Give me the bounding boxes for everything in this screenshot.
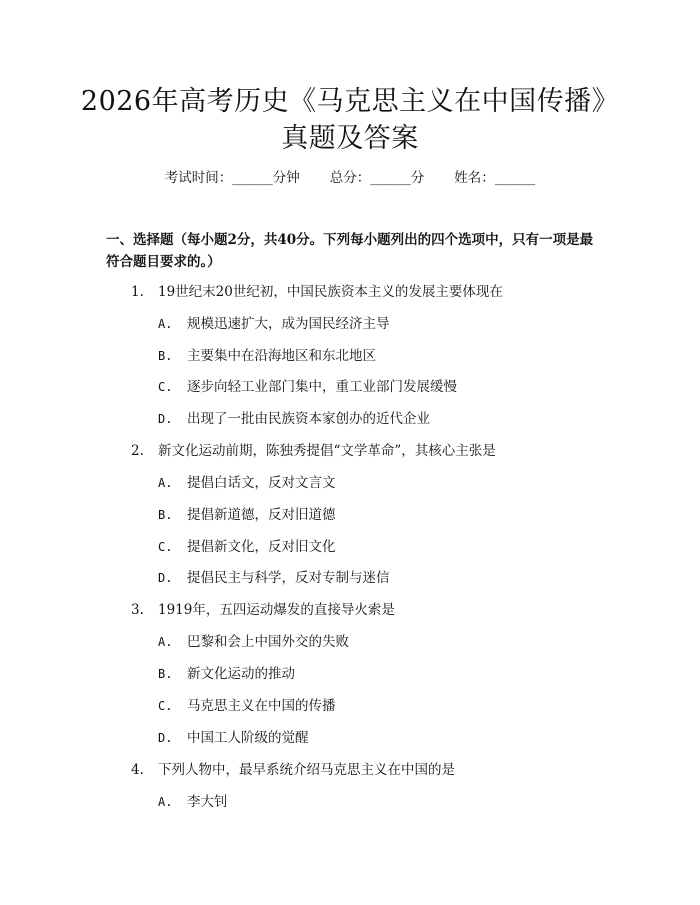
question-number: 2. [131,443,144,459]
section-heading-multiple-choice: 一、选择题（每小题2分，共40分。下列每小题列出的四个选项中，只有一项是最符合题目要求的。） [106,232,594,270]
question-text: 1919年，五四运动爆发的直接导火索是 [158,602,395,618]
question-text: 19世纪末20世纪初，中国民族资本主义的发展主要体现在 [158,284,503,300]
option-text: 逐步向轻工业部门集中，重工业部门发展缓慢 [187,379,457,395]
option-letter: D. [158,731,173,745]
option-letter: B. [158,667,173,681]
page-title-line-2: 真题及答案 [281,123,419,154]
exam-time-field: 考试时间：______分钟 [164,170,300,186]
option-text: 提倡新文化，反对旧文化 [187,539,336,555]
option-letter: D. [158,412,173,426]
option-letter: C. [158,699,173,713]
option-letter: D. [158,571,173,585]
option-text: 马克思主义在中国的传播 [187,698,336,714]
exam-info-line [0,168,700,188]
total-score-field: 总分：______分 [329,170,425,186]
option-letter: C. [158,380,173,394]
option-text: 新文化运动的推动 [187,666,295,682]
option-letter: A. [158,317,173,331]
option-text: 巴黎和会上中国外交的失败 [187,634,349,650]
option-letter: B. [158,508,173,522]
option-letter: A. [158,476,173,490]
question-number: 1. [131,284,144,300]
option-letter: B. [158,349,173,363]
option-text: 提倡新道德，反对旧道德 [187,507,336,523]
option-text: 中国工人阶级的觉醒 [187,730,309,746]
option-letter: A. [158,795,173,809]
student-name-field: 姓名：______ [454,170,536,186]
question-text: 下列人物中，最早系统介绍马克思主义在中国的是 [158,762,455,778]
option-text: 李大钊 [187,794,228,810]
question-number: 3. [131,602,144,618]
option-text: 主要集中在沿海地区和东北地区 [187,348,376,364]
option-letter: C. [158,540,173,554]
option-letter: A. [158,635,173,649]
option-text: 提倡白话文，反对文言文 [187,475,336,491]
option-text: 规模迅速扩大，成为国民经济主导 [187,316,390,332]
page-title-line-1: 2026年高考历史《马克思主义在中国传播》 [80,86,620,117]
question-text: 新文化运动前期，陈独秀提倡“文学革命”，其核心主张是 [158,443,496,459]
option-text: 出现了一批由民族资本家创办的近代企业 [187,411,430,427]
option-text: 提倡民主与科学，反对专制与迷信 [187,570,390,586]
question-number: 4. [131,762,144,778]
